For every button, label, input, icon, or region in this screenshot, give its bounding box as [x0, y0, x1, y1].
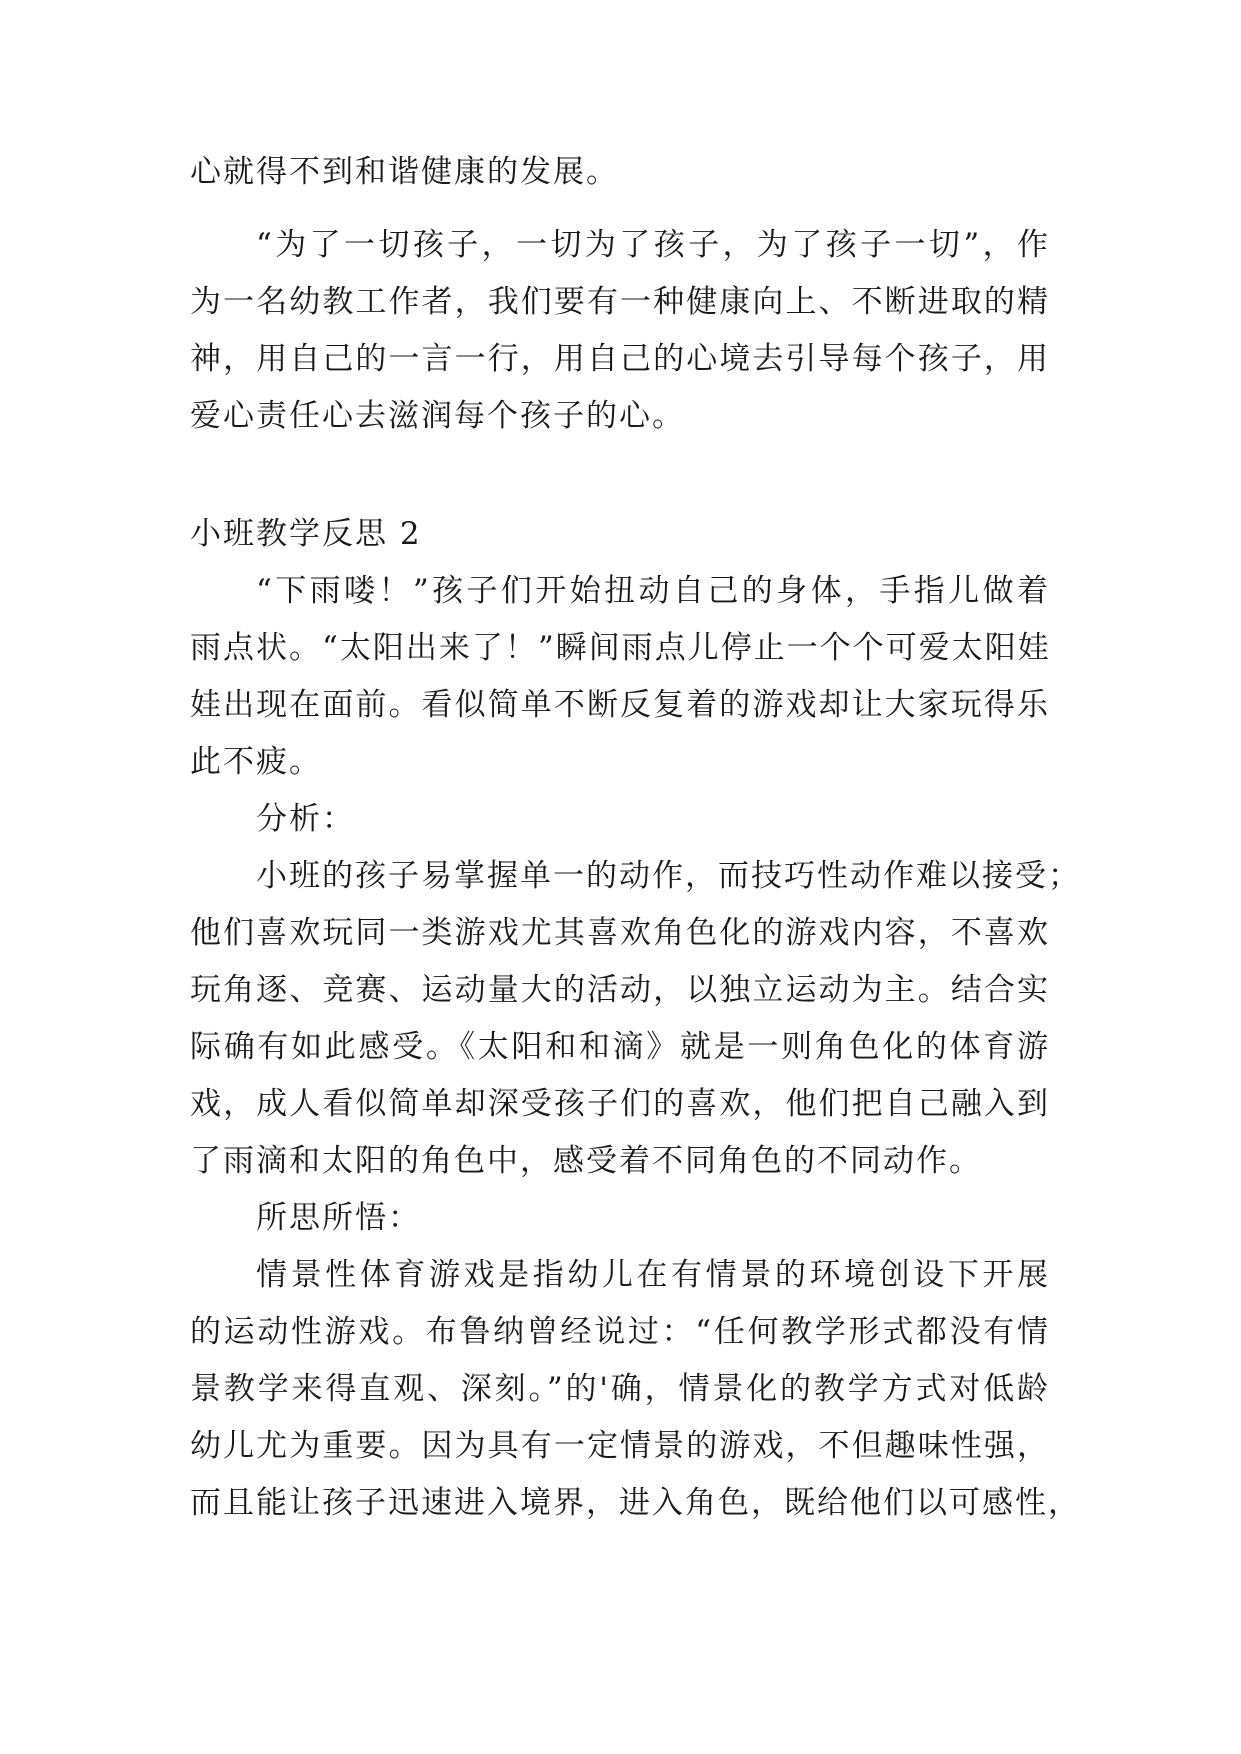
paragraph-line: 心就得不到和谐健康的发展。	[190, 154, 619, 190]
paragraph-line: 为一名幼教工作者，我们要有一种健康向上、不断进取的精	[190, 284, 1050, 320]
paragraph-line: 雨点状。“太阳出来了！”瞬间雨点儿停止一个个可爱太阳娃	[190, 630, 1051, 666]
paragraph-line: 娃出现在面前。看似简单不断反复着的游戏却让大家玩得乐	[190, 687, 1050, 723]
paragraph-line: 戏，成人看似简单却深受孩子们的喜欢，他们把自己融入到	[190, 1086, 1050, 1122]
paragraph-line: 幼儿尤为重要。因为具有一定情景的游戏，不但趣味性强，	[190, 1428, 1050, 1464]
paragraph-line: 神，用自己的一言一行，用自己的心境去引导每个孩子，用	[190, 341, 1050, 377]
subheading-reflection: 所思所悟：	[256, 1200, 421, 1236]
paragraph-line: 情景性体育游戏是指幼儿在有情景的环境创设下开展	[256, 1257, 1050, 1293]
paragraph-line: 的运动性游戏。布鲁纳曾经说过：“任何教学形式都没有情	[190, 1314, 1050, 1350]
paragraph-line: 了雨滴和太阳的角色中，感受着不同角色的不同动作。	[190, 1143, 982, 1179]
paragraph-line: 玩角逐、竞赛、运动量大的活动，以独立运动为主。结合实	[190, 972, 1050, 1008]
paragraph-line: 而且能让孩子迅速进入境界，进入角色，既给他们以可感性，	[190, 1485, 1081, 1521]
paragraph-line: 他们喜欢玩同一类游戏尤其喜欢角色化的游戏内容，不喜欢	[190, 915, 1050, 951]
paragraph-line: “下雨喽！”孩子们开始扭动自己的身体，手指儿做着	[256, 573, 1050, 609]
section-heading: 小班教学反思 2	[190, 516, 422, 552]
paragraph-line: 景教学来得直观、深刻。”的'确，情景化的教学方式对低龄	[190, 1371, 1050, 1407]
paragraph-line: 爱心责任心去滋润每个孩子的心。	[190, 398, 685, 434]
paragraph-line: 小班的孩子易掌握单一的动作，而技巧性动作难以接受；	[256, 858, 1081, 894]
paragraph-line: 此不疲。	[190, 744, 322, 780]
subheading-analysis: 分析：	[256, 801, 355, 837]
paragraph-line: “为了一切孩子，一切为了孩子，为了孩子一切”，作	[256, 227, 1050, 263]
paragraph-line: 际确有如此感受。《太阳和和滴》就是一则角色化的体育游	[190, 1029, 1050, 1065]
